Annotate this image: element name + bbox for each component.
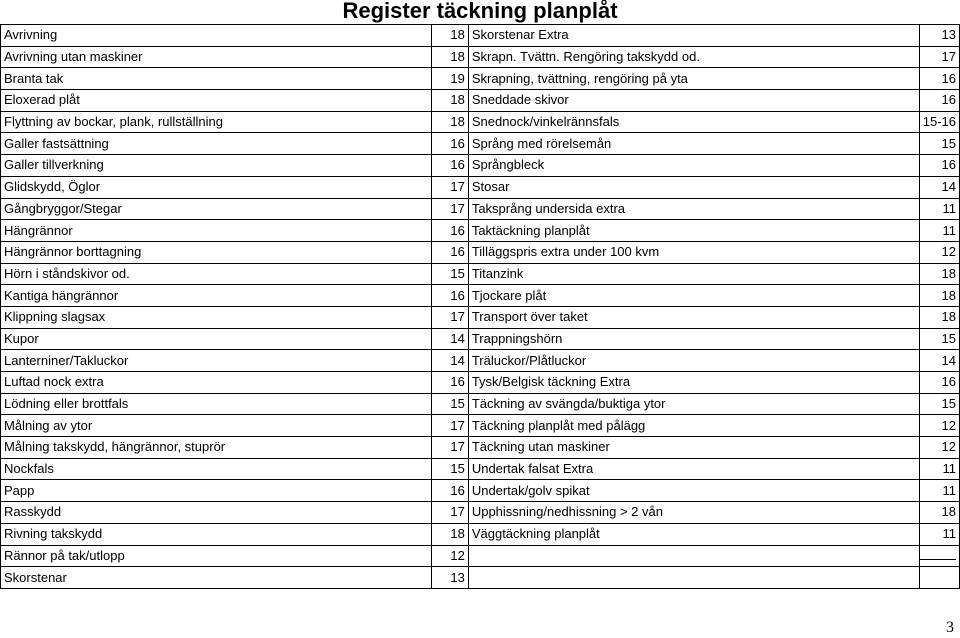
entry-name: Avrivning bbox=[1, 25, 432, 47]
entry-page: 12 bbox=[919, 241, 959, 263]
table-row bbox=[1, 263, 960, 285]
table-row bbox=[1, 176, 960, 198]
empty-cell bbox=[919, 567, 959, 589]
entry-name: Skorstenar bbox=[1, 567, 432, 589]
entry-name: Träluckor/Plåtluckor bbox=[468, 350, 919, 372]
table-row bbox=[1, 567, 960, 589]
table-row bbox=[1, 523, 960, 545]
entry-page: 18 bbox=[432, 90, 469, 112]
entry-name: Luftad nock extra bbox=[1, 372, 432, 394]
entry-page: 12 bbox=[919, 415, 959, 437]
entry-page: 19 bbox=[432, 68, 469, 90]
entry-page: 17 bbox=[432, 437, 469, 459]
entry-name: Branta tak bbox=[1, 68, 432, 90]
table-row bbox=[1, 458, 960, 480]
entry-name: Flyttning av bockar, plank, rullställning bbox=[1, 111, 432, 133]
entry-name: Skrapn. Tvättn. Rengöring takskydd od. bbox=[468, 46, 919, 68]
table-row bbox=[1, 198, 960, 220]
entry-page: 15 bbox=[919, 133, 959, 155]
entry-page: 16 bbox=[432, 220, 469, 242]
empty-cell bbox=[468, 567, 919, 589]
entry-name: Rasskydd bbox=[1, 502, 432, 524]
entry-name: Lanterniner/Takluckor bbox=[1, 350, 432, 372]
entry-name: Avrivning utan maskiner bbox=[1, 46, 432, 68]
entry-name: Täckning planplåt med pålägg bbox=[468, 415, 919, 437]
page-number: 3 bbox=[946, 619, 954, 636]
entry-name: Rännor på tak/utlopp bbox=[1, 545, 432, 567]
table-row bbox=[1, 68, 960, 90]
entry-name: Titanzink bbox=[468, 263, 919, 285]
entry-page: 15-16 bbox=[919, 111, 959, 133]
entry-page: 16 bbox=[919, 372, 959, 394]
register-table bbox=[0, 24, 960, 589]
table-row bbox=[1, 133, 960, 155]
entry-name: Målning takskydd, hängrännor, stuprör bbox=[1, 437, 432, 459]
entry-page: 17 bbox=[432, 198, 469, 220]
entry-page: 14 bbox=[432, 350, 469, 372]
entry-page: 14 bbox=[919, 176, 959, 198]
entry-name: Gångbryggor/Stegar bbox=[1, 198, 432, 220]
entry-name: Skrapning, tvättning, rengöring på yta bbox=[468, 68, 919, 90]
entry-page: 18 bbox=[919, 285, 959, 307]
entry-name: Hängrännor bbox=[1, 220, 432, 242]
table-row bbox=[1, 241, 960, 263]
entry-page: 17 bbox=[432, 306, 469, 328]
table-row bbox=[1, 350, 960, 372]
table-row bbox=[1, 111, 960, 133]
table-row bbox=[1, 437, 960, 459]
table-row bbox=[1, 220, 960, 242]
table-row bbox=[1, 25, 960, 47]
entry-page: 18 bbox=[919, 306, 959, 328]
entry-name: Klippning slagsax bbox=[1, 306, 432, 328]
entry-name: Eloxerad plåt bbox=[1, 90, 432, 112]
table-row bbox=[1, 46, 960, 68]
table-row bbox=[1, 393, 960, 415]
entry-name: Taksprång undersida extra bbox=[468, 198, 919, 220]
entry-page: 16 bbox=[432, 372, 469, 394]
entry-name: Täckning av svängda/buktiga ytor bbox=[468, 393, 919, 415]
entry-name: Taktäckning planplåt bbox=[468, 220, 919, 242]
entry-page: 11 bbox=[919, 480, 959, 502]
page-title-text: Register täckning planplåt bbox=[342, 0, 618, 23]
entry-page: 16 bbox=[432, 241, 469, 263]
entry-name: Rivning takskydd bbox=[1, 523, 432, 545]
entry-name: Täckning utan maskiner bbox=[468, 437, 919, 459]
entry-name: Hängrännor borttagning bbox=[1, 241, 432, 263]
entry-page: 11 bbox=[919, 458, 959, 480]
entry-page: 17 bbox=[432, 176, 469, 198]
entry-name: Undertak/golv spikat bbox=[468, 480, 919, 502]
table-row bbox=[1, 480, 960, 502]
entry-page: 12 bbox=[432, 545, 469, 567]
entry-name: Sneddade skivor bbox=[468, 90, 919, 112]
underline-mark bbox=[920, 559, 956, 560]
entry-name: Skorstenar Extra bbox=[468, 25, 919, 47]
entry-page: 15 bbox=[432, 263, 469, 285]
entry-name: Galler fastsättning bbox=[1, 133, 432, 155]
entry-name: Språng med rörelsemån bbox=[468, 133, 919, 155]
table-row bbox=[1, 306, 960, 328]
entry-page: 16 bbox=[432, 285, 469, 307]
entry-page: 15 bbox=[919, 328, 959, 350]
entry-name: Galler tillverkning bbox=[1, 155, 432, 177]
entry-name: Tjockare plåt bbox=[468, 285, 919, 307]
entry-page: 18 bbox=[432, 111, 469, 133]
entry-page: 15 bbox=[432, 458, 469, 480]
entry-name: Väggtäckning planplåt bbox=[468, 523, 919, 545]
entry-page: 17 bbox=[432, 502, 469, 524]
entry-page: 14 bbox=[919, 350, 959, 372]
entry-page: 16 bbox=[919, 155, 959, 177]
entry-page: 15 bbox=[919, 393, 959, 415]
entry-page: 11 bbox=[919, 198, 959, 220]
entry-name: Glidskydd, Öglor bbox=[1, 176, 432, 198]
entry-name: Upphissning/nedhissning > 2 vån bbox=[468, 502, 919, 524]
entry-name: Språngbleck bbox=[468, 155, 919, 177]
entry-name: Papp bbox=[1, 480, 432, 502]
entry-page: 16 bbox=[919, 68, 959, 90]
entry-name: Lödning eller brottfals bbox=[1, 393, 432, 415]
entry-page: 18 bbox=[919, 502, 959, 524]
entry-name: Kantiga hängrännor bbox=[1, 285, 432, 307]
entry-page: 13 bbox=[919, 25, 959, 47]
entry-page: 12 bbox=[919, 437, 959, 459]
entry-name: Stosar bbox=[468, 176, 919, 198]
empty-cell bbox=[919, 545, 959, 567]
entry-page: 11 bbox=[919, 220, 959, 242]
entry-page: 13 bbox=[432, 567, 469, 589]
table-row bbox=[1, 502, 960, 524]
entry-page: 11 bbox=[919, 523, 959, 545]
table-row bbox=[1, 372, 960, 394]
entry-name: Hörn i ståndskivor od. bbox=[1, 263, 432, 285]
entry-page: 18 bbox=[432, 523, 469, 545]
entry-name: Snednock/vinkelrännsfals bbox=[468, 111, 919, 133]
entry-page: 18 bbox=[432, 25, 469, 47]
entry-name: Trappningshörn bbox=[468, 328, 919, 350]
entry-page: 16 bbox=[432, 155, 469, 177]
entry-page: 17 bbox=[432, 415, 469, 437]
entry-name: Tysk/Belgisk täckning Extra bbox=[468, 372, 919, 394]
entry-page: 16 bbox=[919, 90, 959, 112]
empty-cell bbox=[468, 545, 919, 567]
entry-page: 17 bbox=[919, 46, 959, 68]
entry-name: Nockfals bbox=[1, 458, 432, 480]
entry-page: 16 bbox=[432, 480, 469, 502]
table-row bbox=[1, 90, 960, 112]
entry-page: 16 bbox=[432, 133, 469, 155]
entry-page: 14 bbox=[432, 328, 469, 350]
entry-page: 18 bbox=[432, 46, 469, 68]
entry-name: Målning av ytor bbox=[1, 415, 432, 437]
entry-name: Tilläggspris extra under 100 kvm bbox=[468, 241, 919, 263]
table-row bbox=[1, 285, 960, 307]
entry-page: 18 bbox=[919, 263, 959, 285]
table-row bbox=[1, 415, 960, 437]
table-row bbox=[1, 545, 960, 567]
entry-page: 15 bbox=[432, 393, 469, 415]
entry-name: Kupor bbox=[1, 328, 432, 350]
table-row bbox=[1, 155, 960, 177]
page-title bbox=[0, 0, 960, 24]
entry-name: Transport över taket bbox=[468, 306, 919, 328]
table-row bbox=[1, 328, 960, 350]
entry-name: Undertak falsat Extra bbox=[468, 458, 919, 480]
